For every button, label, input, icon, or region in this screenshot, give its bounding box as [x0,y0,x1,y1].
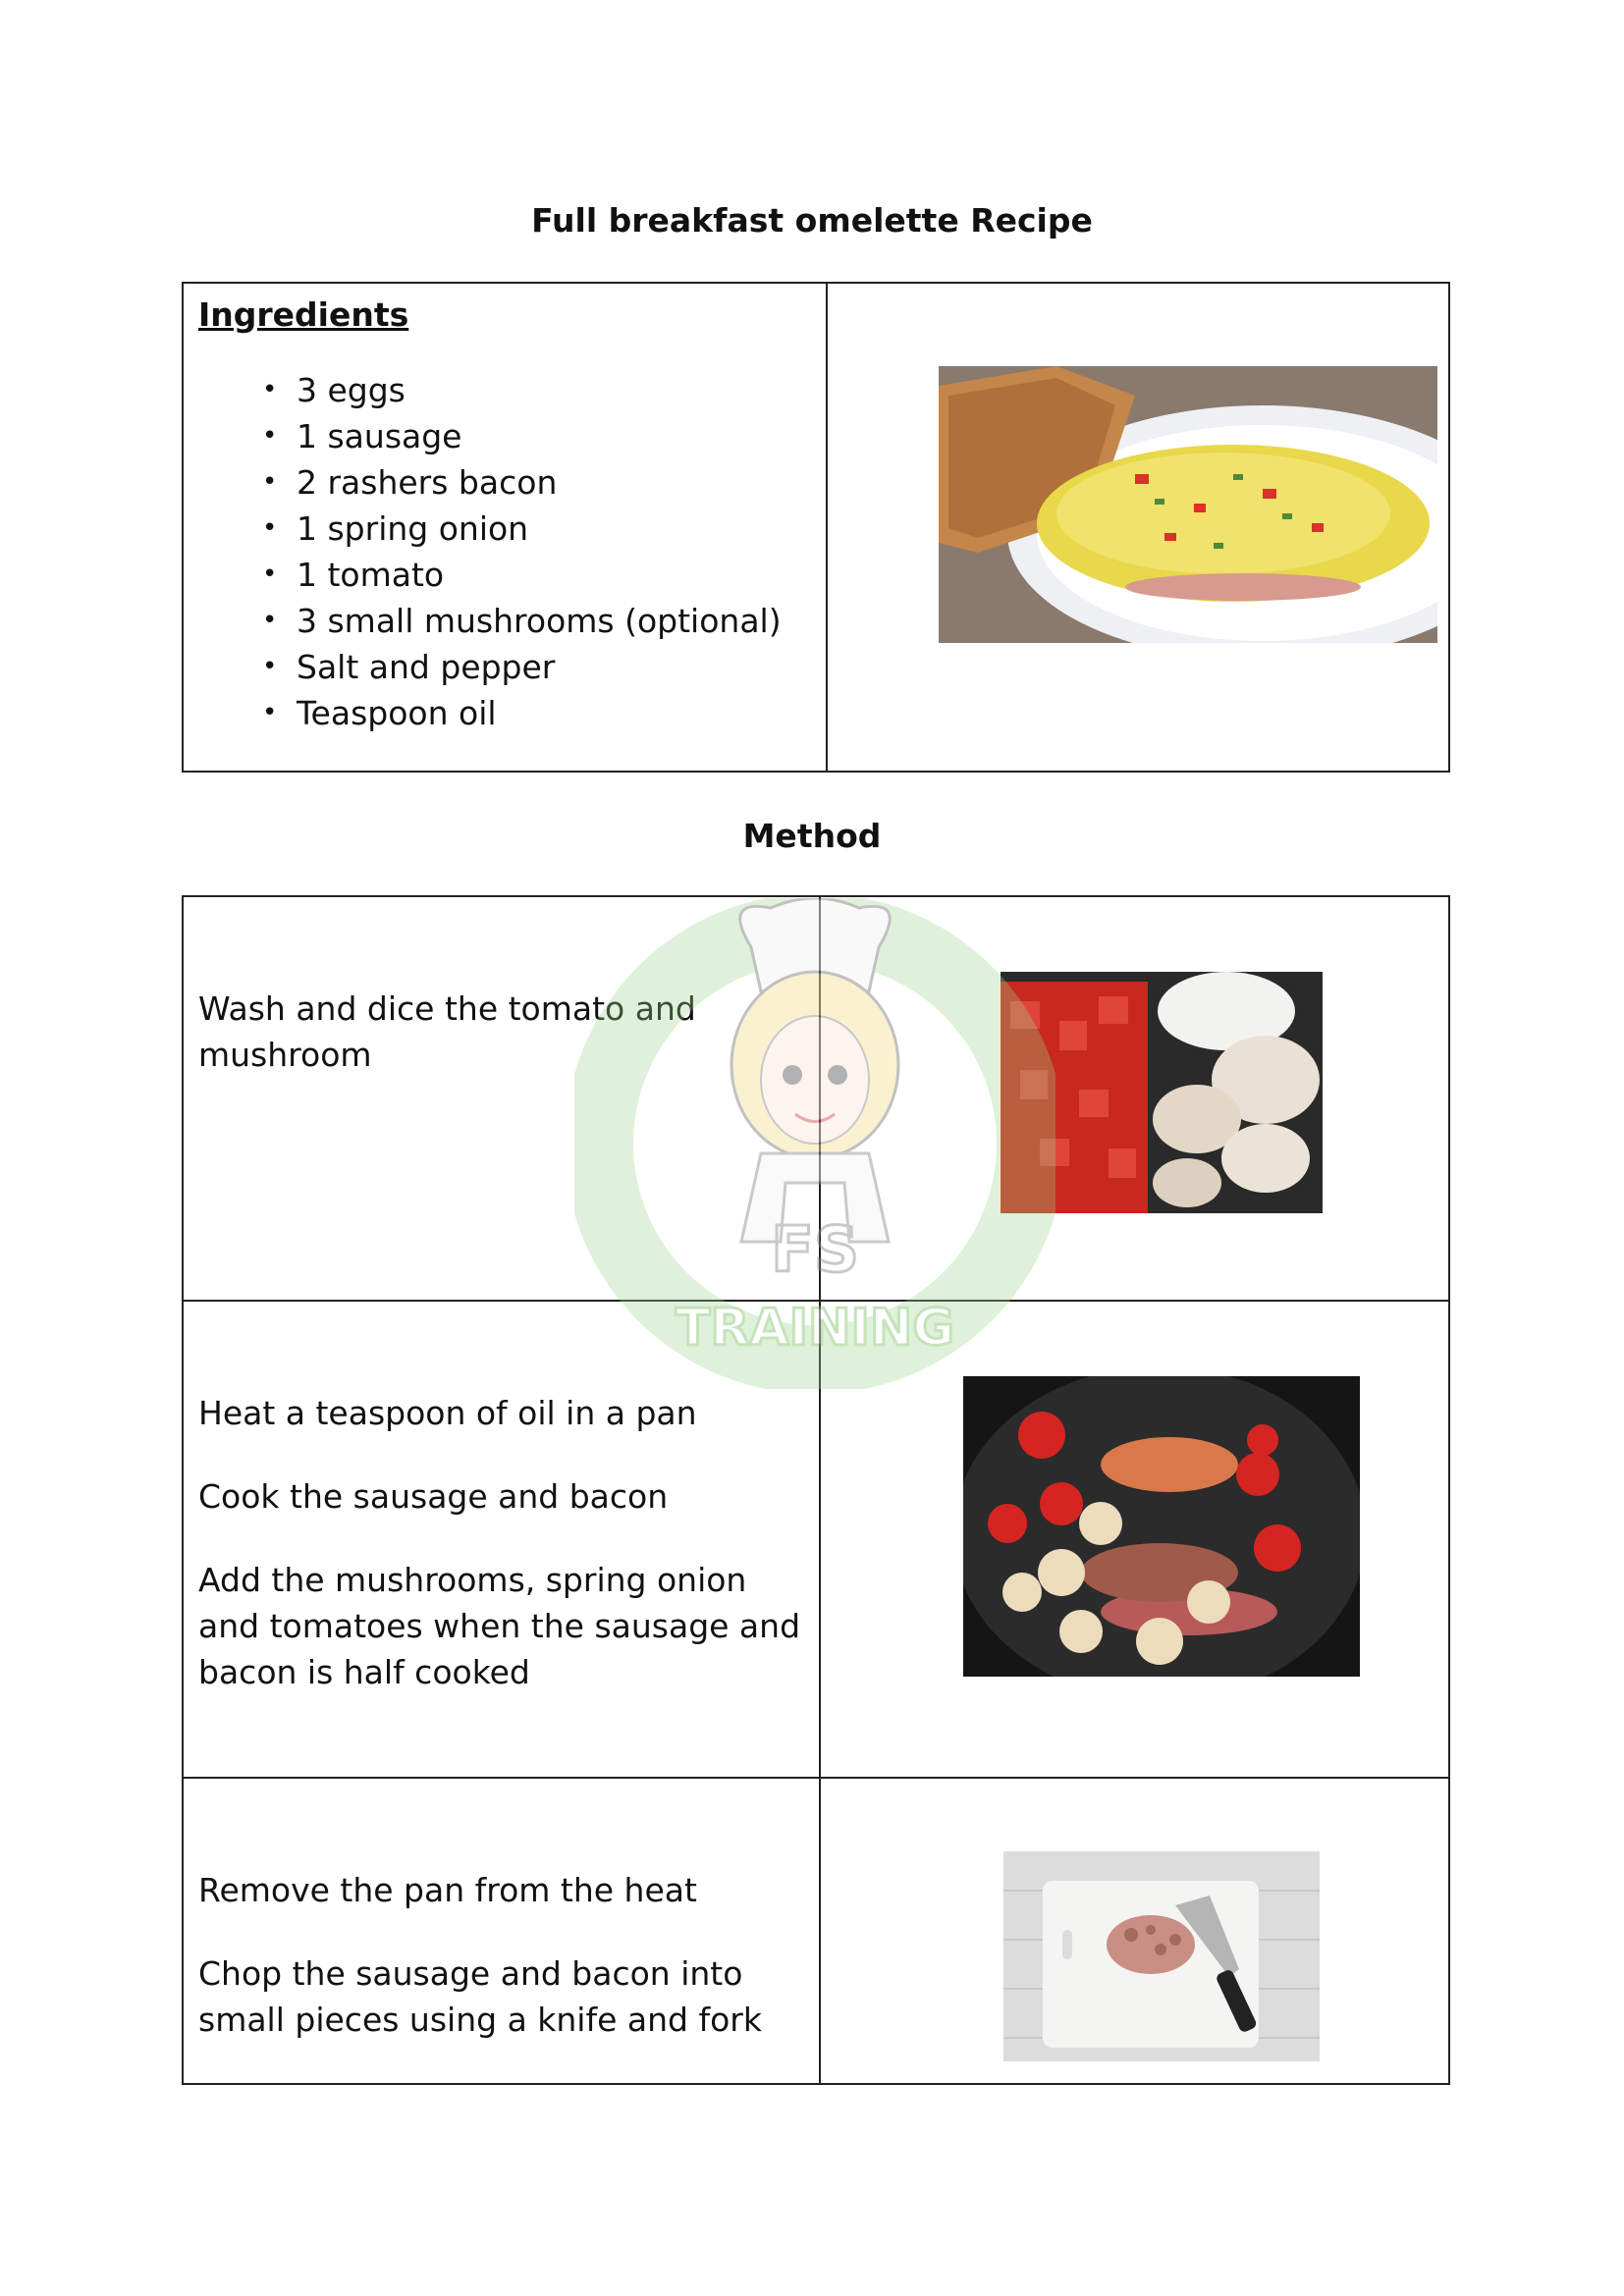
method-step-1 [183,896,820,1301]
step-2-photo-cell [820,1301,1449,1778]
tomato-mushroom-photo [1001,972,1323,1213]
step-3-photo-cell [820,1778,1449,2084]
ingredient-item: • 2 rashers bacon [198,459,782,506]
method-step-2 [183,1301,820,1778]
ingredient-item: • 3 eggs [198,367,782,413]
step-text: Add the mushrooms, spring onion and tomatoes when the sausage and bacon is half cooked [198,1561,801,1691]
ingredients-cell [183,283,827,772]
frying-pan-photo [963,1376,1360,1677]
ingredient-item: • 1 spring onion [198,506,782,552]
watermark-training-text: TRAINING [675,1299,955,1358]
ingredients-table [182,282,1450,773]
step-text: Chop the sausage and bacon into small pieces using a knife and fork [198,1954,762,2039]
method-step-3 [183,1778,820,2084]
ingredient-item: • 3 small mushrooms (optional) [198,598,782,644]
step-1-photo-cell [820,896,1449,1301]
method-table [182,895,1450,2085]
method-heading: Method [742,817,882,855]
ingredients-heading: Ingredients [198,295,409,334]
page-title: Full breakfast omelette Recipe [531,201,1093,240]
ingredient-item: • 1 tomato [198,552,782,598]
ingredients-list [198,367,782,736]
step-text: Heat a teaspoon of oil in a pan [198,1394,697,1432]
step-text: Cook the sausage and bacon [198,1477,669,1516]
step-text: Wash and dice the tomato and mushroom [198,989,696,1074]
watermark-logo-text: FS [771,1214,859,1287]
ingredient-item: • 1 sausage [198,413,782,459]
omelette-photo-cell [827,283,1449,772]
omelette-photo [939,366,1437,643]
ingredient-item: • Salt and pepper [198,644,782,690]
chopping-board-photo [1003,1851,1320,2061]
ingredient-item: • Teaspoon oil [198,690,782,736]
step-text: Remove the pan from the heat [198,1871,697,1909]
